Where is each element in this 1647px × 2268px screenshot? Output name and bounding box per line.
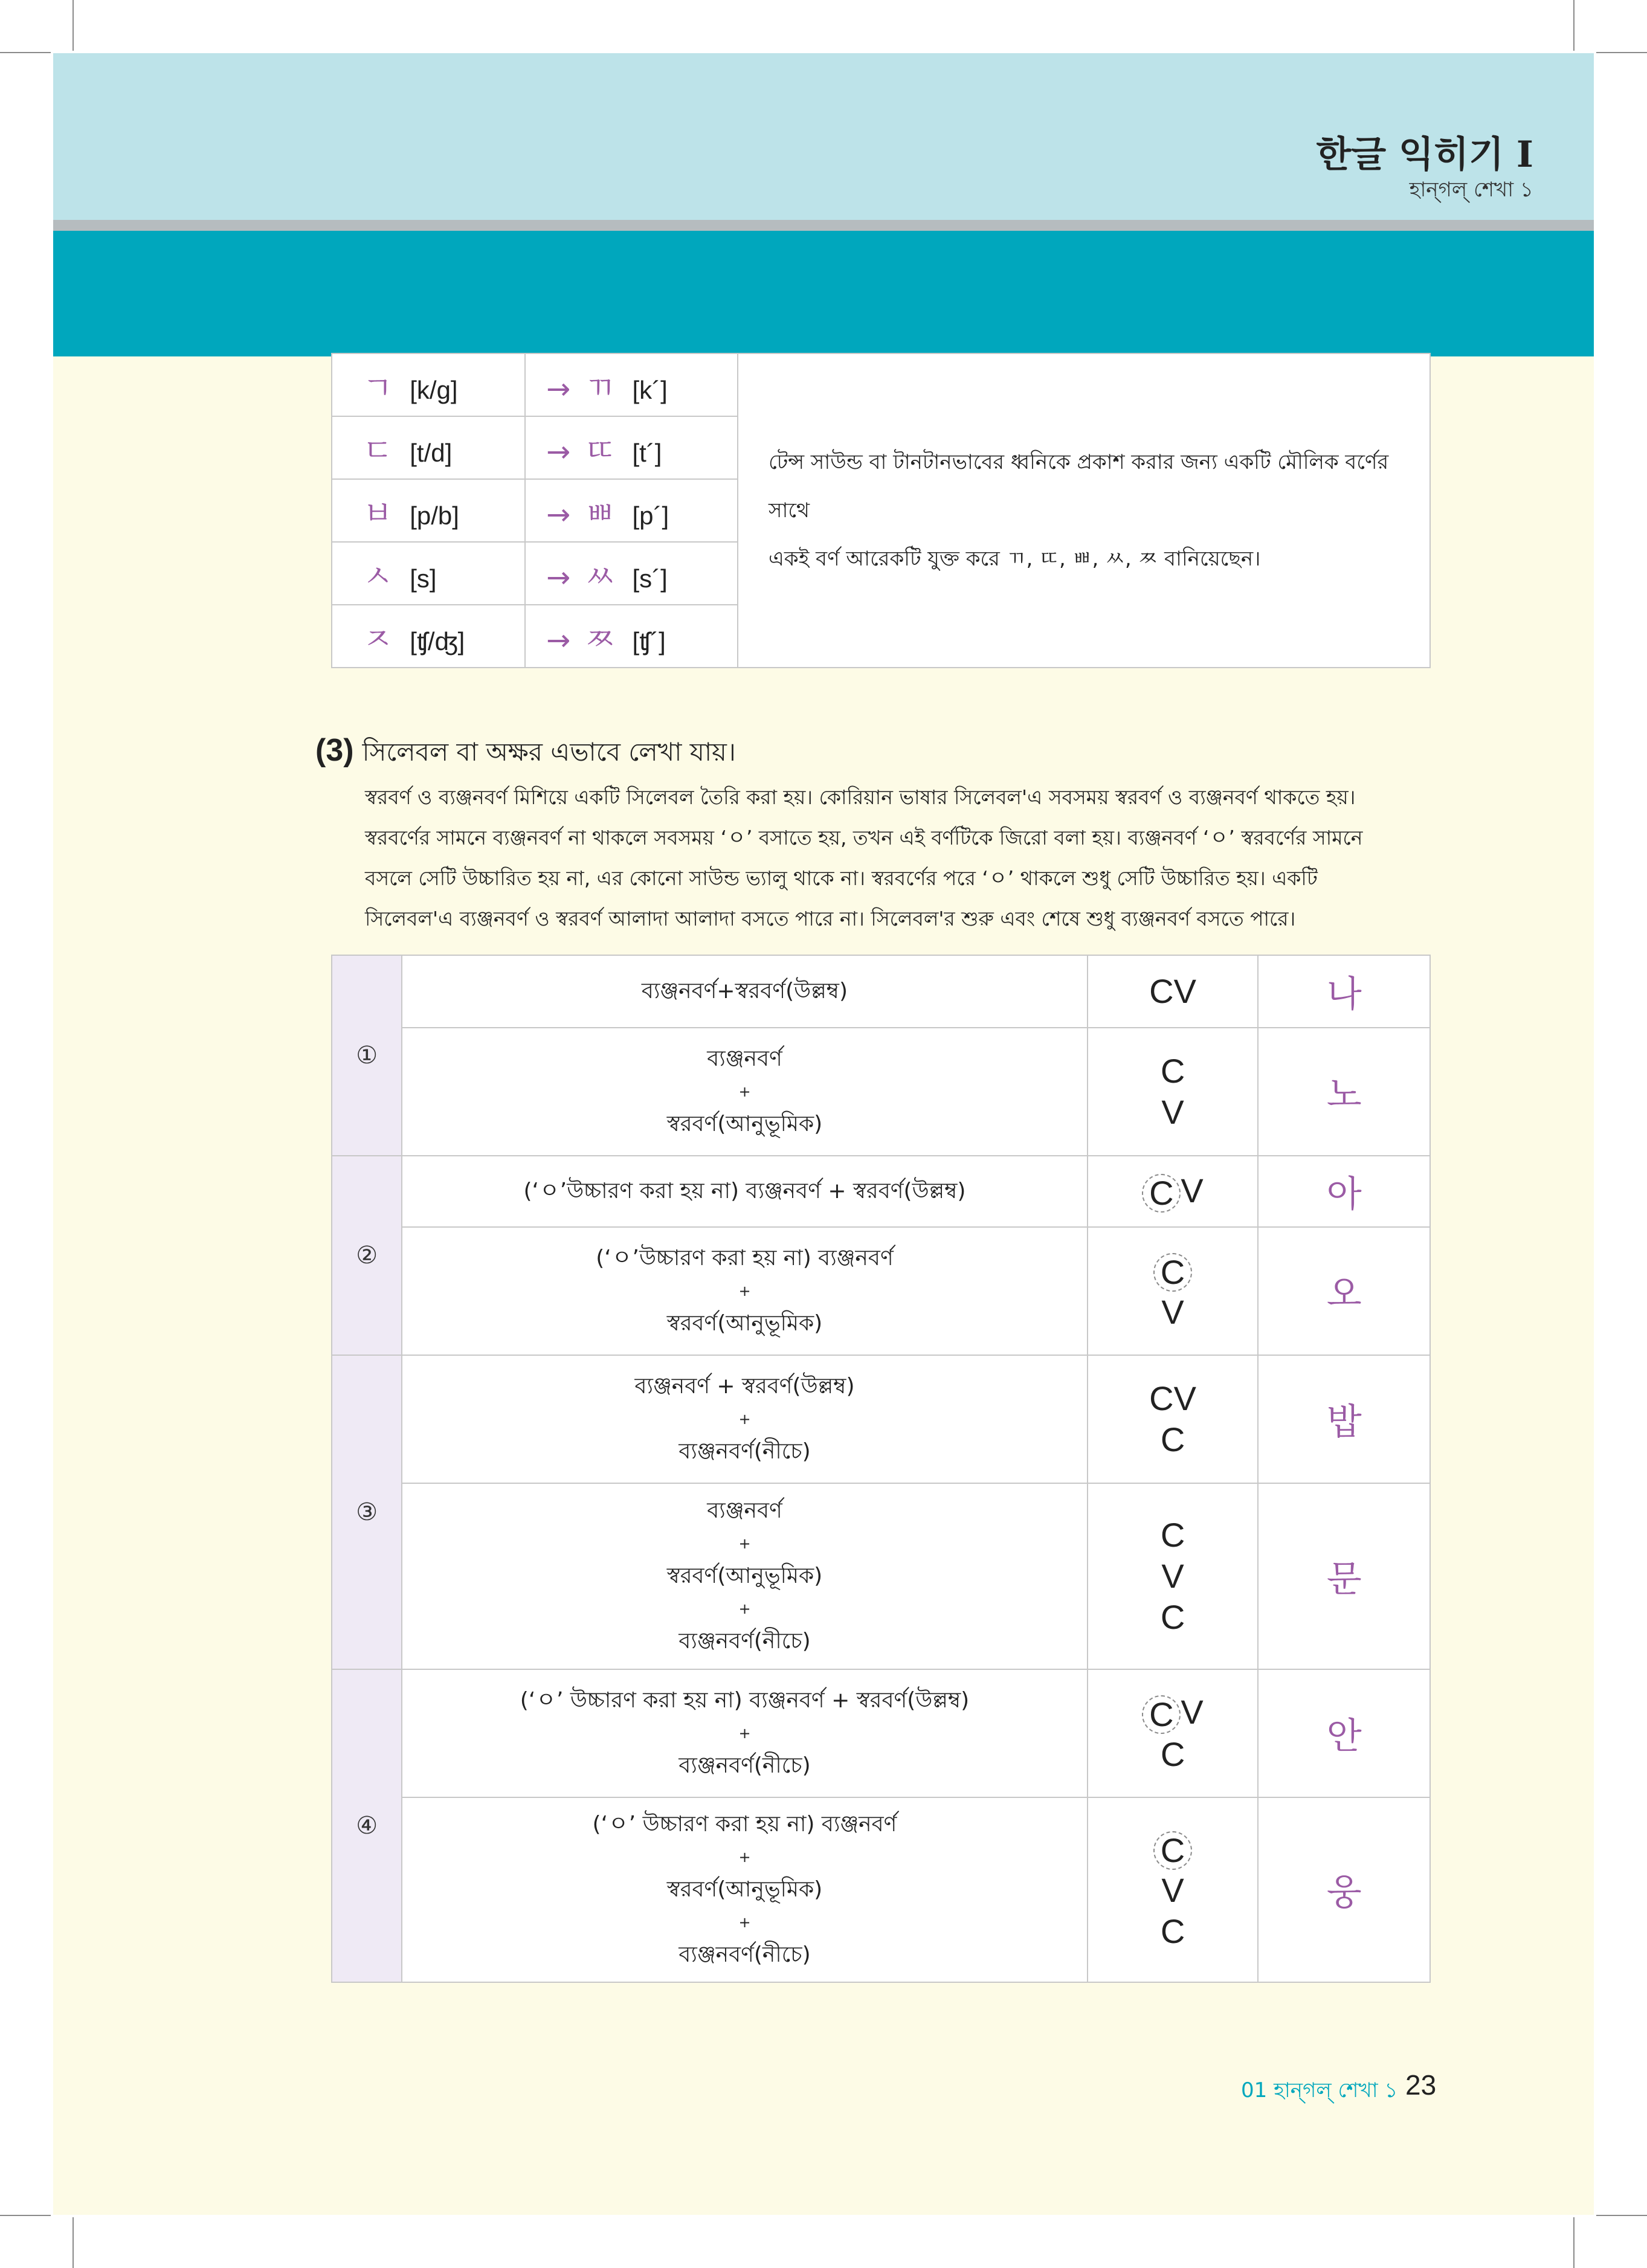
crop-mark: [1596, 52, 1647, 53]
crop-mark: [0, 2215, 51, 2216]
structure-description: [402, 1483, 1087, 1669]
description-text: (‘ㅇ’উচ্চারণ করা হয় না) ব্যঞ্জনবর্ণ: [596, 1246, 894, 1271]
description-text: ব্যঞ্জনবর্ণ(নীচে): [678, 1942, 811, 1967]
ipa-label: [ʧ/ʤ]: [410, 627, 465, 656]
pattern-cell: [1088, 1483, 1259, 1669]
paragraph-line: সিলেবল'এ ব্যঞ্জনবর্ণ ও স্বরবর্ণ আলাদা আলাদা বসতে পারে না। সিলেবল'র শুরু এবং শেষে শুধু ব্যঞ্জনবর্ণ বসতে পারে।: [365, 907, 1296, 930]
pattern-text: C: [1160, 1598, 1185, 1636]
pattern-cell: [1088, 1156, 1259, 1227]
silent-consonant-circle: C: [1142, 1174, 1181, 1213]
table-row: [332, 955, 1430, 1028]
section-heading: [315, 732, 736, 775]
table-row: [332, 1669, 1430, 1797]
ipa-label: [p´]: [632, 501, 669, 530]
plus-sign: +: [738, 1283, 751, 1300]
group-number: ④: [332, 1669, 402, 1982]
plus-sign: +: [738, 1411, 751, 1428]
ipa-label: [k´]: [632, 375, 668, 404]
arrow-icon: →: [546, 434, 571, 469]
tense-note-cell: [738, 353, 1430, 668]
crop-mark: [1596, 2215, 1647, 2216]
hangul-letter: ㅅ: [363, 558, 393, 595]
page-number: 23: [1405, 2069, 1437, 2101]
plus-sign: +: [738, 1083, 751, 1100]
hangul-letter: ㅉ: [585, 621, 616, 658]
example-syllable: 오: [1258, 1227, 1430, 1355]
basic-consonant-cell: [332, 416, 525, 479]
tense-consonant-cell: [525, 605, 738, 668]
pattern-text: C: [1160, 1420, 1185, 1458]
syllable-structure-table: [331, 955, 1431, 1983]
pattern-text: C: [1160, 1516, 1185, 1554]
pattern-cell: [1088, 955, 1259, 1028]
paragraph-line: স্বরবর্ণ ও ব্যঞ্জনবর্ণ মিশিয়ে একটি সিলেবল তৈরি করা হয়। কোরিয়ান ভাষার সিলেবল'এ সবসময় স্বরবর্ণ ও ব্যঞ্জনবর্ণ থাকতে হয়।: [365, 785, 1356, 809]
table-row: [332, 1156, 1430, 1227]
page-subtitle: হান্গল্ শেখা ১: [1409, 178, 1533, 202]
group-number: ①: [332, 955, 402, 1156]
example-syllable: 노: [1258, 1028, 1430, 1156]
arrow-icon: →: [546, 623, 571, 657]
ipa-label: [t´]: [632, 438, 662, 467]
arrow-icon: →: [546, 560, 571, 594]
structure-description: [402, 1355, 1087, 1483]
crop-mark: [0, 52, 51, 53]
header-teal-band: [53, 231, 1594, 356]
hangul-letter: ㅈ: [363, 621, 393, 658]
example-syllable: 밥: [1258, 1355, 1430, 1483]
description-text: ব্যঞ্জনবর্ণ+স্বরবর্ণ(উল্লম্ব): [641, 979, 848, 1004]
silent-consonant-circle: C: [1153, 1253, 1192, 1292]
plus-sign: +: [738, 1600, 751, 1617]
pattern-text: CV: [1149, 1379, 1196, 1417]
crop-mark: [1573, 0, 1574, 51]
table-row: [332, 353, 1430, 416]
pattern-text: CV: [1149, 972, 1196, 1010]
description-text: স্বরবর্ণ(আনুভূমিক): [666, 1112, 823, 1136]
hangul-letter: ㅆ: [585, 558, 616, 595]
description-text: ব্যঞ্জনবর্ণ: [707, 1046, 782, 1071]
basic-consonant-cell: [332, 605, 525, 668]
structure-description: [402, 1028, 1087, 1156]
example-syllable: 문: [1258, 1483, 1430, 1669]
description-text: (‘ㅇ’ উচ্চারণ করা হয় না) ব্যঞ্জনবর্ণ: [592, 1812, 897, 1837]
ipa-label: [ʧ´]: [632, 627, 666, 656]
note-line: একই বর্ণ আরেকটি যুক্ত করে ㄲ, ㄸ, ㅃ, ㅆ, ㅉ বানিয়েছেন।: [769, 547, 1261, 571]
basic-consonant-cell: [332, 353, 525, 416]
hangul-letter: ㄱ: [363, 370, 393, 407]
silent-consonant-circle: C: [1142, 1695, 1181, 1734]
description-text: স্বরবর্ণ(আনুভূমিক): [666, 1311, 823, 1336]
paragraph-line: স্বরবর্ণের সামনে ব্যঞ্জনবর্ণ না থাকলে সবসময় ‘ㅇ’ বসাতে হয়, তখন এই বর্ণটিকে জিরো বলা হয়। ব্যঞ্জনবর্ণ ‘ㅇ’ স্বরবর্ণের সামনে: [365, 826, 1363, 849]
page-title: 한글 익히기 I: [1316, 134, 1533, 176]
pattern-text: V: [1181, 1171, 1204, 1210]
table-row: [332, 1028, 1430, 1156]
structure-description: [402, 1669, 1087, 1797]
crop-mark: [73, 0, 74, 51]
structure-description: [402, 1797, 1087, 1982]
section-number: (3): [315, 733, 354, 768]
pattern-text: V: [1161, 1093, 1184, 1131]
footer-label: 01 হান্গল্ শেখা ১: [1241, 2078, 1398, 2102]
ipa-label: [s´]: [632, 564, 668, 593]
hangul-letter: ㄲ: [585, 370, 616, 407]
example-syllable: 웅: [1258, 1797, 1430, 1982]
tense-consonant-cell: [525, 479, 738, 542]
tense-consonant-cell: [525, 542, 738, 605]
section-paragraph: [365, 777, 1398, 939]
basic-consonant-cell: [332, 542, 525, 605]
description-text: ব্যঞ্জনবর্ণ(নীচে): [678, 1629, 811, 1654]
ipa-label: [p/b]: [410, 501, 459, 530]
plus-sign: +: [738, 1535, 751, 1552]
silent-consonant-circle: C: [1153, 1831, 1192, 1870]
pattern-cell: [1088, 1227, 1259, 1355]
header-divider: [53, 220, 1594, 231]
pattern-cell: [1088, 1028, 1259, 1156]
pattern-text: V: [1161, 1557, 1184, 1595]
pattern-text: C: [1160, 1735, 1185, 1774]
arrow-icon: →: [546, 372, 571, 406]
structure-description: [402, 955, 1087, 1028]
pattern-text: V: [1161, 1293, 1184, 1332]
description-text: ব্যঞ্জনবর্ণ: [707, 1498, 782, 1523]
example-syllable: 나: [1258, 955, 1430, 1028]
note-line: টেন্স সাউন্ড বা টানটানভাবের ধ্বনিকে প্রকাশ করার জন্য একটি মৌলিক বর্ণের সাথে: [769, 450, 1389, 523]
tense-consonant-cell: [525, 353, 738, 416]
pattern-text: V: [1161, 1871, 1184, 1910]
table-row: [332, 1483, 1430, 1669]
plus-sign: +: [738, 1914, 751, 1931]
table-row: [332, 1227, 1430, 1355]
pattern-text: V: [1181, 1692, 1204, 1731]
hangul-letter: ㅃ: [585, 495, 616, 532]
pattern-text: C: [1160, 1052, 1185, 1090]
pattern-cell: [1088, 1797, 1259, 1982]
table-row: [332, 1797, 1430, 1982]
description-text: ব্যঞ্জনবর্ণ(নীচে): [678, 1439, 811, 1464]
pattern-cell: [1088, 1355, 1259, 1483]
description-text: (‘ㅇ’উচ্চারণ করা হয় না) ব্যঞ্জনবর্ণ + স্বরবর্ণ(উল্লম্ব): [523, 1179, 966, 1203]
group-number: ②: [332, 1156, 402, 1355]
arrow-icon: →: [546, 497, 571, 532]
structure-description: [402, 1227, 1087, 1355]
basic-consonant-cell: [332, 479, 525, 542]
plus-sign: +: [738, 1725, 751, 1742]
pattern-text: C: [1160, 1912, 1185, 1951]
description-text: স্বরবর্ণ(আনুভূমিক): [666, 1877, 823, 1902]
paragraph-line: বসলে সেটি উচ্চারিত হয় না, এর কোনো সাউন্ড ভ্যালু থাকে না। স্বরবর্ণের পরে ‘ㅇ’ থাকলে শুধু সেটি উচ্চারিত হয়। একটি: [365, 866, 1318, 890]
structure-description: [402, 1156, 1087, 1227]
ipa-label: [k/g]: [410, 375, 458, 404]
description-text: স্বরবর্ণ(আনুভূমিক): [666, 1564, 823, 1588]
group-number: ③: [332, 1355, 402, 1669]
tense-consonant-cell: [525, 416, 738, 479]
hangul-letter: ㅂ: [363, 495, 393, 532]
hangul-letter: ㄷ: [363, 433, 393, 469]
crop-mark: [1573, 2217, 1574, 2268]
pattern-cell: [1088, 1669, 1259, 1797]
description-text: ব্যঞ্জনবর্ণ + স্বরবর্ণ(উল্লম্ব): [634, 1374, 855, 1399]
description-text: (‘ㅇ’ উচ্চারণ করা হয় না) ব্যঞ্জনবর্ণ + স্বরবর্ণ(উল্লম্ব): [520, 1688, 970, 1713]
ipa-label: [s]: [410, 564, 437, 593]
plus-sign: +: [738, 1849, 751, 1866]
example-syllable: 안: [1258, 1669, 1430, 1797]
section-title: সিলেবল বা অক্ষর এভাবে লেখা যায়।: [362, 737, 736, 767]
crop-mark: [73, 2217, 74, 2268]
example-syllable: 아: [1258, 1156, 1430, 1227]
description-text: ব্যঞ্জনবর্ণ(নীচে): [678, 1753, 811, 1778]
hangul-letter: ㄸ: [585, 433, 616, 469]
tense-consonant-table: [331, 353, 1431, 668]
ipa-label: [t/d]: [410, 438, 453, 467]
table-row: [332, 1355, 1430, 1483]
